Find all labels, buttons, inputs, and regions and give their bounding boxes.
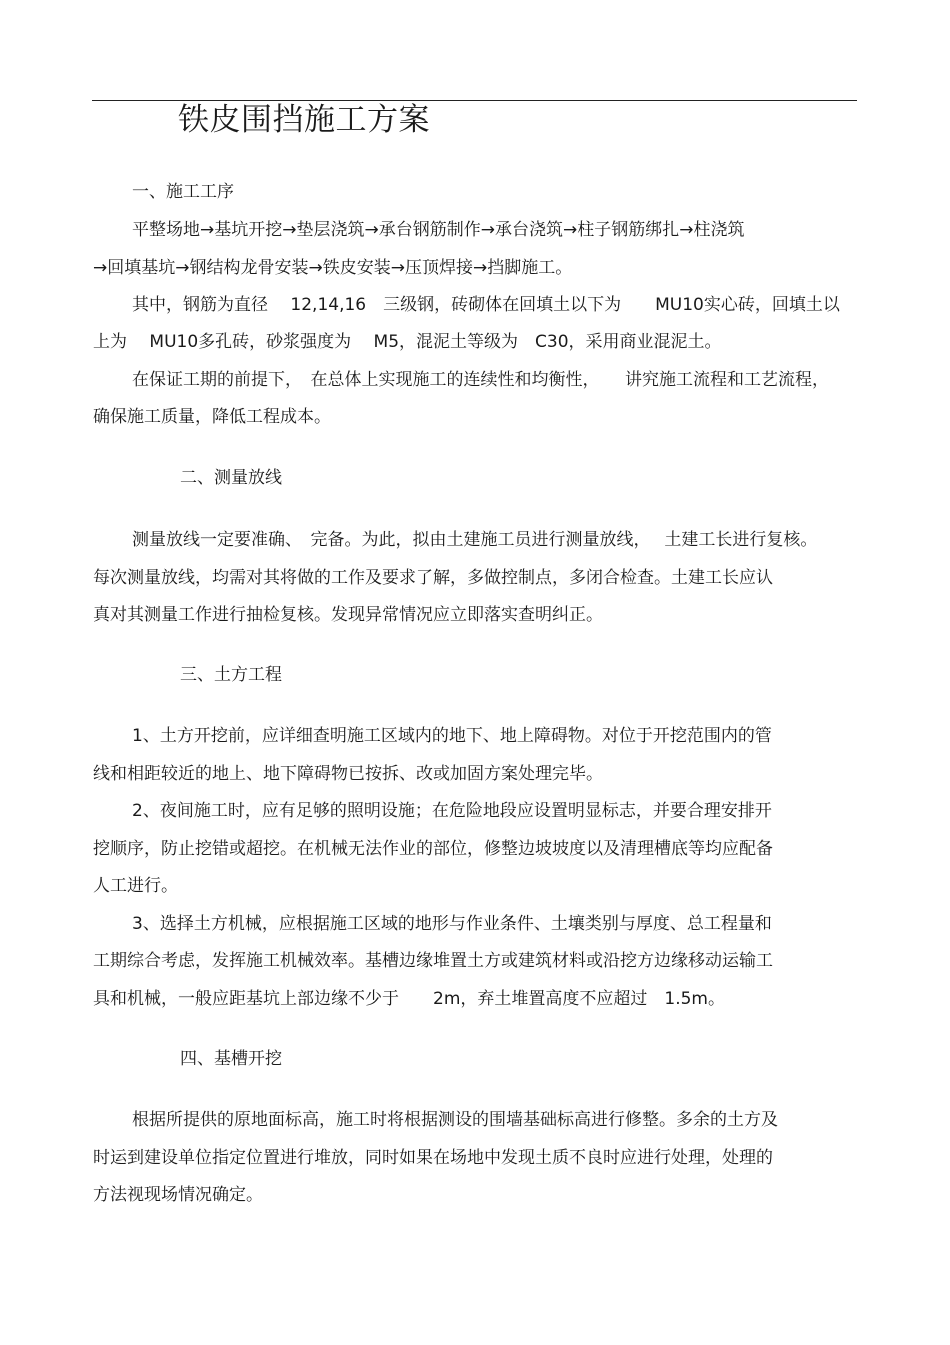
paragraph-line: 方法视现场情况确定。 bbox=[93, 1185, 263, 1205]
paragraph-line: 其中，钢筋为直径 12,14,16 三级钢，砖砌体在回填土以下为 MU10实心砖，回填土以 bbox=[132, 295, 840, 315]
paragraph-line: 上为 MU10多孔砖，砂浆强度为 M5，混泥土等级为 C30，采用商业混泥土。 bbox=[93, 332, 722, 352]
paragraph-line: 在保证工期的前提下， 在总体上实现施工的连续性和均衡性， 讲究施工流程和工艺流程， bbox=[132, 370, 829, 390]
paragraph-line: 时运到建设单位指定位置进行堆放，同时如果在场地中发现土质不良时应进行处理，处理的 bbox=[93, 1148, 773, 1168]
paragraph-line: 挖顺序，防止挖错或超挖。在机械无法作业的部位，修整边坡坡度以及清理槽底等均应配备 bbox=[93, 839, 773, 859]
paragraph-line: →回填基坑→钢结构龙骨安装→铁皮安装→压顶焊接→挡脚施工。 bbox=[93, 258, 573, 278]
paragraph-line: 平整场地→基坑开挖→垫层浇筑→承台钢筋制作→承台浇筑→柱子钢筋绑扎→柱浇筑 bbox=[132, 220, 745, 240]
paragraph-line: 根据所提供的原地面标高，施工时将根据测设的围墙基础标高进行修整。多余的土方及 bbox=[132, 1110, 778, 1130]
paragraph-line: 每次测量放线，均需对其将做的工作及要求了解，多做控制点，多闭合检查。土建工长应认 bbox=[93, 568, 773, 588]
paragraph-line: 工期综合考虑，发挥施工机械效率。基槽边缘堆置土方或建筑材料或沿挖方边缘移动运输工 bbox=[93, 951, 773, 971]
paragraph-line: 线和相距较近的地上、地下障碍物已按拆、改或加固方案处理完毕。 bbox=[93, 764, 603, 784]
paragraph-line: 人工进行。 bbox=[93, 876, 178, 896]
heading-construction-sequence: 一、施工工序 bbox=[132, 182, 234, 202]
paragraph-line: 真对其测量工作进行抽检复核。发现异常情况应立即落实查明纠正。 bbox=[93, 605, 603, 625]
paragraph-line: 2、夜间施工时，应有足够的照明设施；在危险地段应设置明显标志，并要合理安排开 bbox=[132, 801, 772, 821]
document-title: 铁皮围挡施工方案 bbox=[178, 102, 430, 138]
heading-earthwork: 三、土方工程 bbox=[180, 665, 282, 685]
paragraph-line: 3、选择土方机械，应根据施工区域的地形与作业条件、土壤类别与厚度、总工程量和 bbox=[132, 914, 772, 934]
heading-trench-excavation: 四、基槽开挖 bbox=[180, 1049, 282, 1069]
paragraph-line: 确保施工质量，降低工程成本。 bbox=[93, 407, 331, 427]
paragraph-line: 测量放线一定要准确、 完备。为此，拟由土建施工员进行测量放线， 土建工长进行复核。 bbox=[132, 530, 818, 550]
paragraph-line: 1、土方开挖前，应详细查明施工区域内的地下、地上障碍物。对位于开挖范围内的管 bbox=[132, 726, 772, 746]
paragraph-line: 具和机械，一般应距基坑上部边缘不少于 2m，弃土堆置高度不应超过 1.5m。 bbox=[93, 989, 725, 1009]
heading-survey-layout: 二、测量放线 bbox=[180, 468, 282, 488]
